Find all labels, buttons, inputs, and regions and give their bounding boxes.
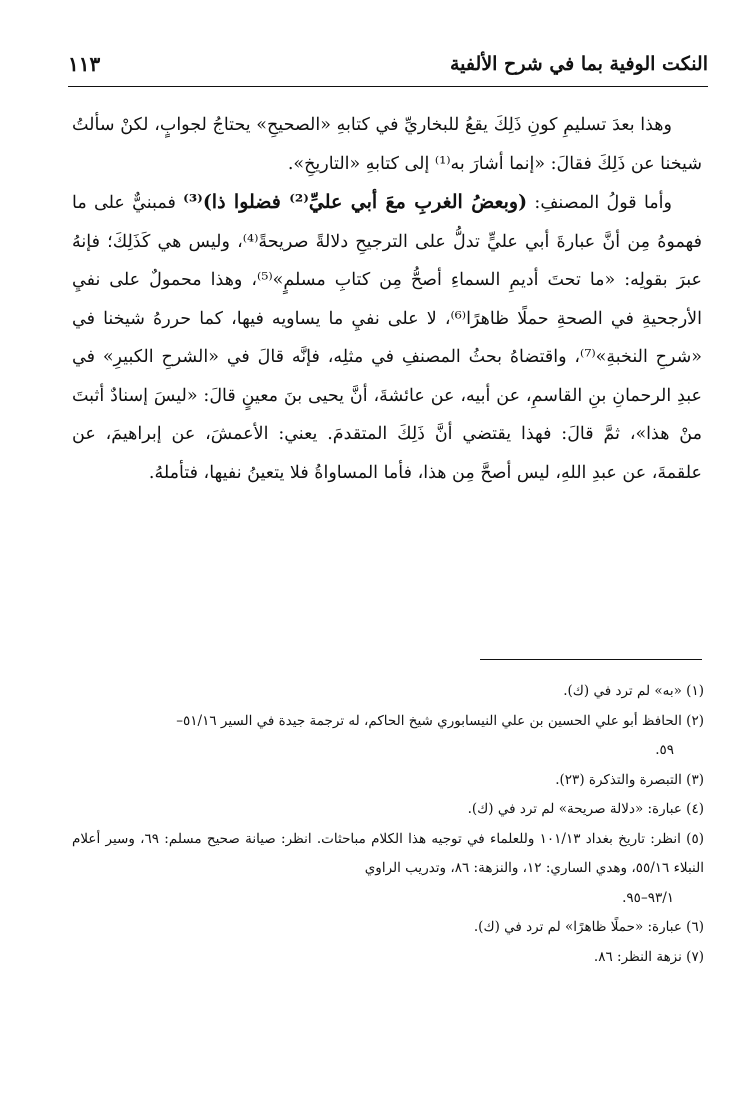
footnote-4: (٤) عبارة: «دلالة صريحة» لم ترد في (ك). — [467, 801, 704, 817]
paragraph-1: وهذا بعدَ تسليمِ كونِ ذَلِكَ يقعُ للبخاريِّ في كتابهِ «الصحيحِ» يحتاجُ لجوابٍ، لكنْ سألتُ شيخنا عن ذَلِكَ فقالَ: «إنما أشارَ به⁽¹⁾ إلى كتابهِ «التاريخِ». — [72, 115, 702, 174]
header-divider — [68, 86, 708, 87]
footnote-2: (٢) الحافظ أبو علي الحسين بن علي النيسابوري شيخ الحاكم، له ترجمة جيدة في السير ٥١/١٦– — [176, 712, 704, 729]
footnote-3: (٣) التبصرة والتذكرة (٢٣). — [555, 771, 704, 788]
footnote-2-continuation: ٥٩. — [655, 742, 674, 758]
footnote-7: (٧) نزهة النظر: ٨٦. — [593, 948, 704, 965]
footnote-5: (٥) انظر: تاريخ بغداد ١٠١/١٣ وللعلماء في توجيه هذا الكلام مباحثات. انظر: صيانة صحيح مسلم: ٦٩، وسير أعلام النبلاء ٥٥/١٦، وهدي الساري: ١٢، والنزهة: ٨٦، وتدريب الراوي — [72, 830, 704, 876]
footnote-5-continuation: ٩٣/١–٩٥. — [622, 889, 674, 906]
running-header — [68, 44, 708, 84]
main-text — [72, 106, 702, 492]
page-number: ١١٣ — [68, 52, 101, 76]
footnote-divider — [480, 659, 702, 660]
paragraph-2-rest: فمبنيٌّ على ما فهموهُ مِن أنَّ عبارةَ أبي عليٍّ تدلُّ على الترجيحِ دلالةً صريحةً⁽⁴⁾، وليس هي كَذَلِكَ؛ فإنهُ عبرَ بقولِه: «ما تحتَ أديمِ السماءِ أصحُّ مِن كتابِ مسلمٍ»⁽⁵⁾، وهذا محمولٌ على نفيِ الأرجحيةِ في الصحةِ حملًا ظاهرًا⁽⁶⁾، لا على نفيِ ما يساويه فيها، كما حررهُ شيخنا في «شرحِ النخبةِ»⁽⁷⁾، واقتضاهُ بحثُ المصنفِ في مثلِه، فإنَّه قالَ في «الشرحِ الكبيرِ» في عبدِ الرحمانِ بنِ القاسمِ، عن أبيه، عن عائشةَ، أنَّ يحيى بنَ معينٍ قالَ: «ليسَ إسنادٌ أثبتَ منْ هذا»، ثمَّ قالَ: فهذا يقتضي أنَّ ذَلِكَ المتقدمَ. يعني: الأعمشَ، عن إبراهيمَ، عن علقمةَ، عن عبدِ اللهِ، ليس أصحَّ مِن هذا، فأما المساواةُ فلا يتعينُ نفيها، فتأملهُ. — [72, 193, 703, 483]
paragraph-2-intro: وأما قولُ المصنفِ: — [527, 193, 672, 213]
footnote-1: (١) «به» لم ترد في (ك). — [563, 683, 704, 699]
paragraph-2 — [72, 183, 702, 492]
footnotes — [72, 677, 704, 972]
quoted-verse: (وبعضُ الغربِ معَ أبي عليِّ⁽²⁾ فضلوا ذا)⁽³⁾ — [183, 191, 528, 213]
book-title: النكت الوفية بما في شرح الألفية — [450, 53, 708, 75]
footnote-6: (٦) عبارة: «حملًا ظاهرًا» لم ترد في (ك). — [473, 919, 704, 935]
